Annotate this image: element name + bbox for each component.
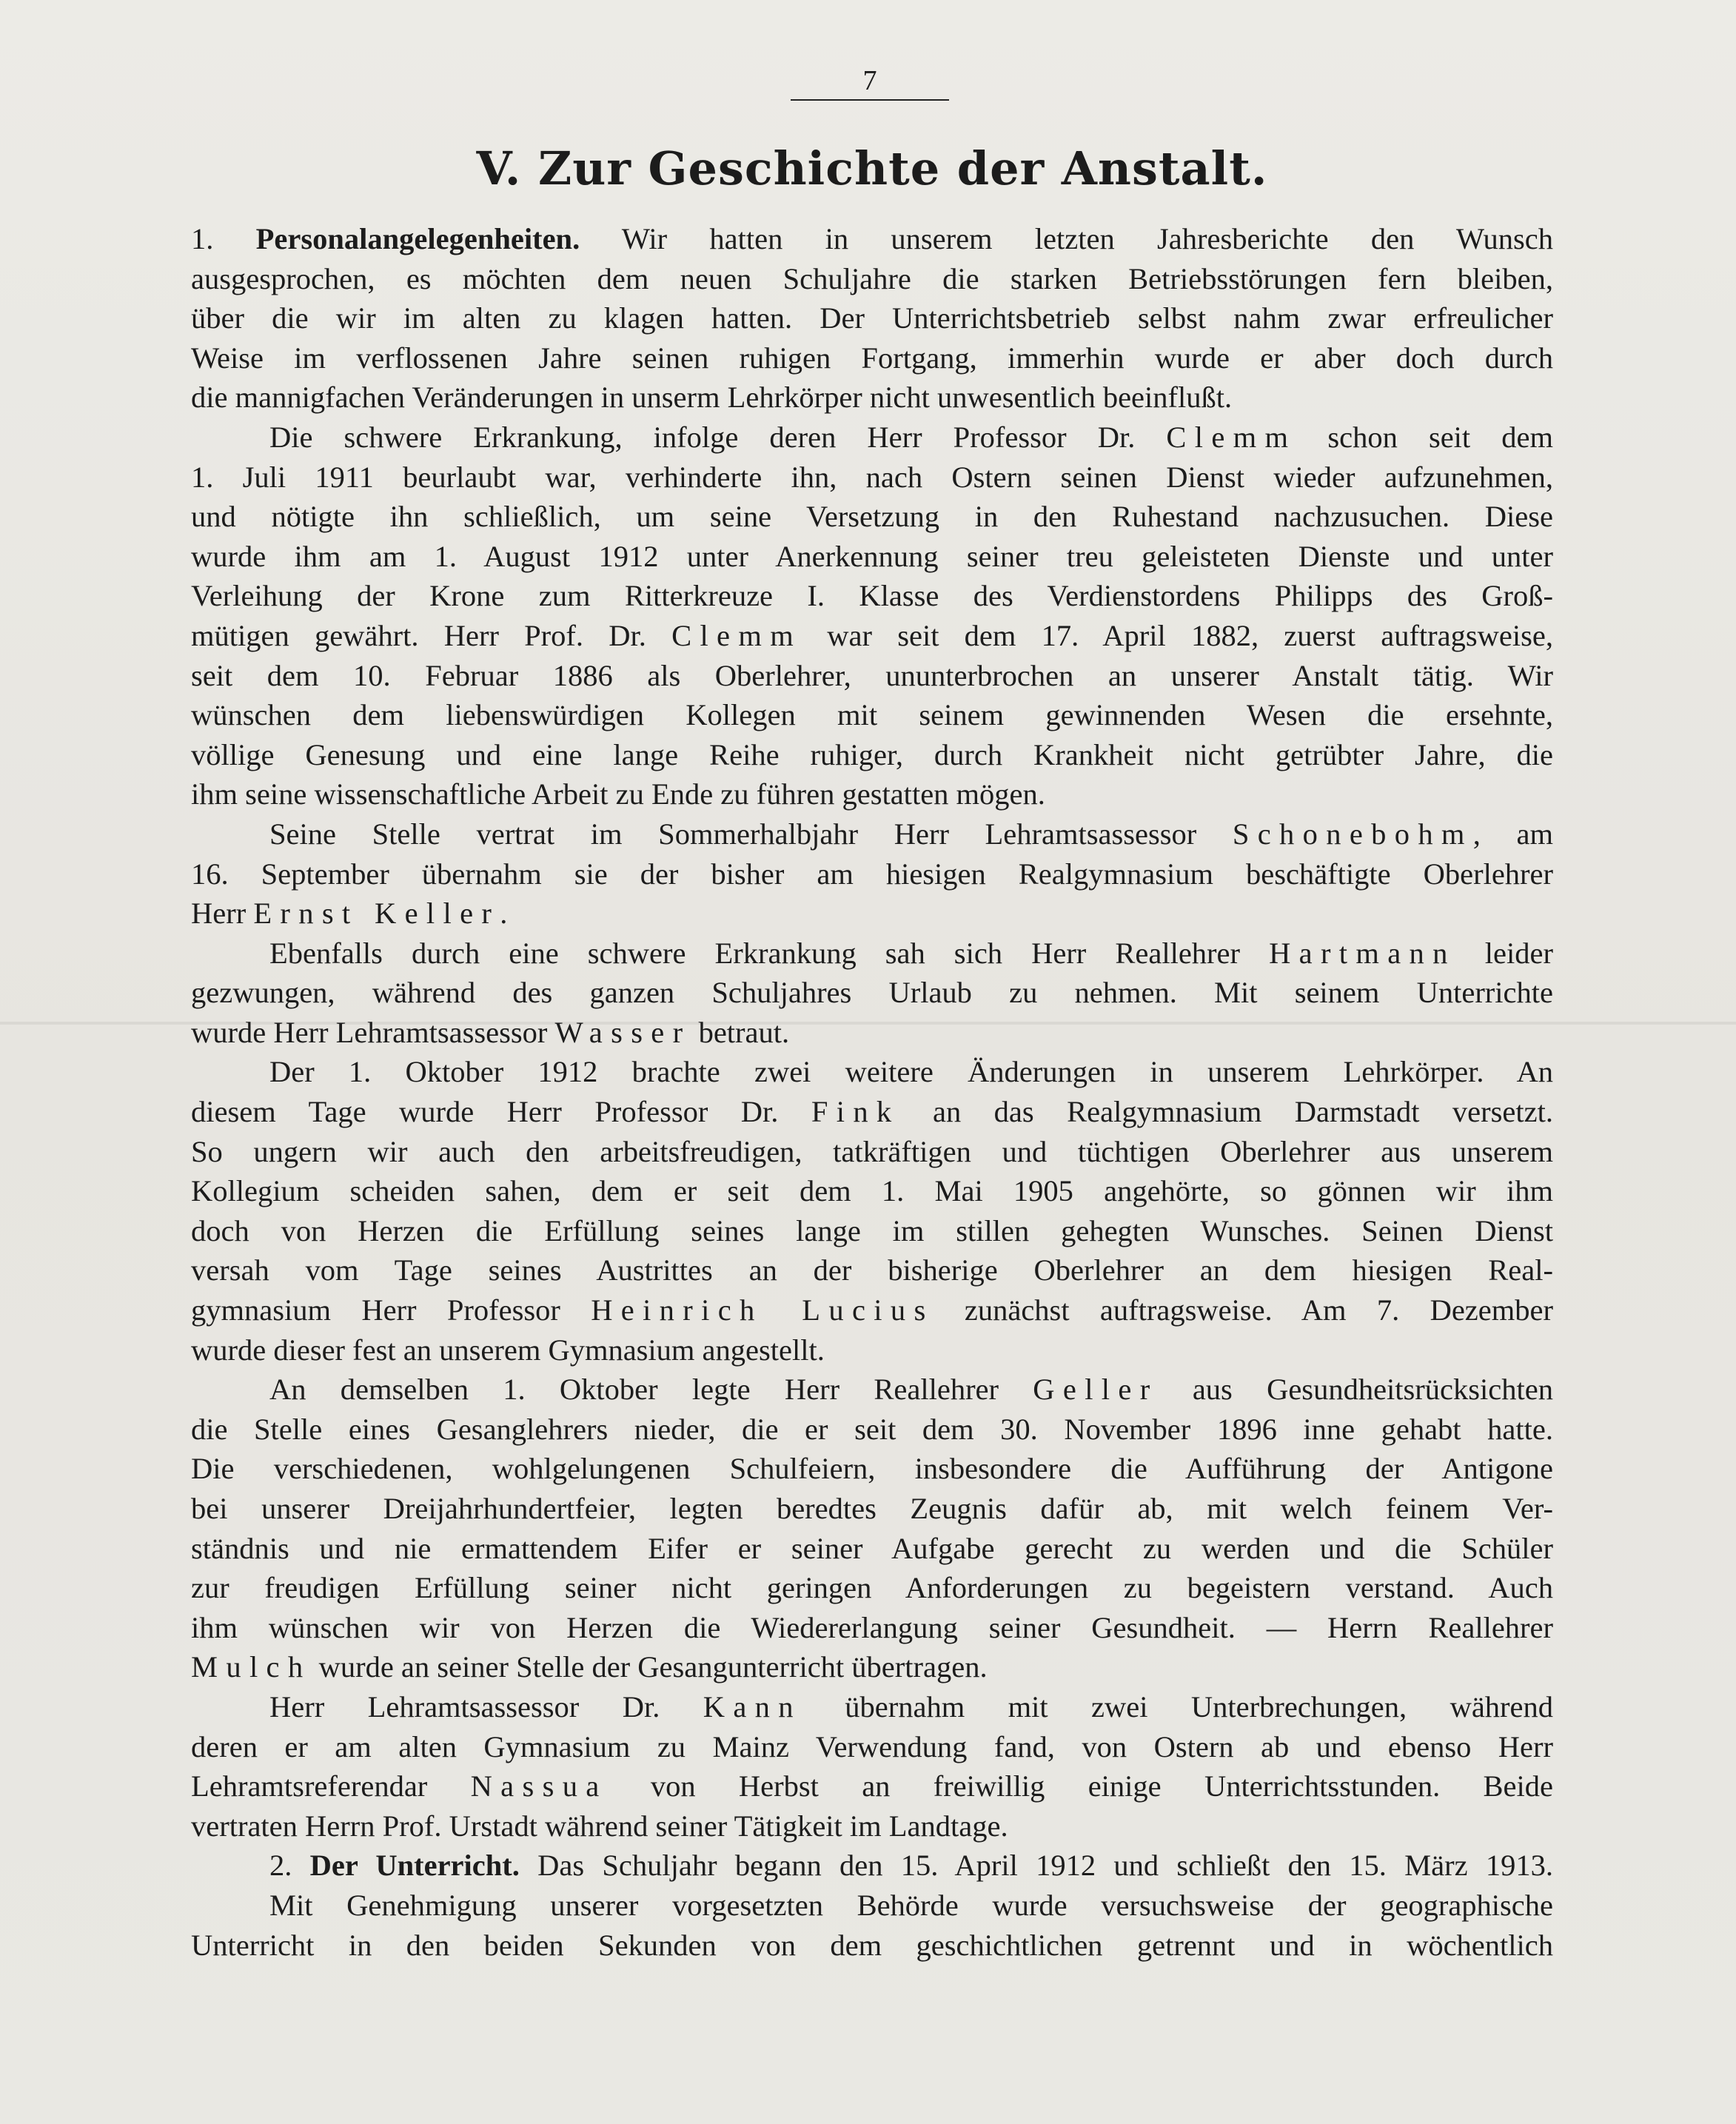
text-line: die Stelle eines Gesanglehrers nieder, die er seit dem 30. November 1896 inne gehabt hatte.: [191, 1412, 1553, 1446]
text-line: gymnasium Herr Professor Heinrich Lucius zunächst auftragsweise. Am 7. Dezember: [191, 1293, 1553, 1327]
text-line: Lehramtsreferendar Nassua von Herbst an freiwillig einige Unterrichtsstunden. Beide: [191, 1769, 1554, 1803]
text-line: völlige Genesung und eine lange Reihe ruhiger, durch Krankheit nicht getrübter Jahre, die: [191, 737, 1553, 771]
text-line: 2. Der Unterricht. Das Schuljahr begann den 15. April 1912 und schließt den 15. März 1913.: [269, 1849, 1553, 1883]
text-line: Herr Lehramtsassessor Dr. Kann übernahm mit zwei Unterbrechungen, während: [269, 1689, 1554, 1723]
text-line: wurde Herr Lehramtsassessor Wasser betraut.: [191, 1015, 790, 1049]
text-line: wurde dieser fest an unserem Gymnasium angestellt.: [191, 1333, 825, 1367]
text-line: Verleihung der Krone zum Ritterkreuze I. Klasse des Verdienstordens Philipps des Groß-: [191, 579, 1553, 613]
section-heading: Personalangelegenheiten.: [255, 222, 580, 255]
text-line: zur freudigen Erfüllung seiner nicht geringen Anforderungen zu begeistern verstand. Auch: [191, 1571, 1553, 1605]
text-line: 1. Juli 1911 beurlaubt war, verhinderte ihn, nach Ostern seinen Dienst wieder aufzunehmen,: [191, 460, 1553, 494]
person-name: Schonebohm: [1232, 817, 1473, 851]
person-name: Mulch: [191, 1650, 312, 1684]
person-name: Geller: [1033, 1373, 1159, 1407]
text-line: So ungern wir auch den arbeitsfreudigen, tatkräftigen und tüchtigen Oberlehrer aus unserem: [191, 1134, 1553, 1168]
text-line: Der 1. Oktober 1912 brachte zwei weitere Änderungen in unserem Lehrkörper. An: [269, 1055, 1553, 1089]
text-line: wurde ihm am 1. August 1912 unter Anerkennung seiner treu geleisteten Dienste und unter: [191, 539, 1553, 573]
body-text: [191, 219, 1553, 1965]
page-number: 7: [862, 65, 877, 96]
text-line: gezwungen, während des ganzen Schuljahres Urlaub zu nehmen. Mit seinem Unterrichte: [191, 976, 1553, 1010]
text-line: Mit Genehmigung unserer vorgesetzten Behörde wurde versuchsweise der geographische: [269, 1888, 1553, 1922]
text-line: ausgesprochen, es möchten dem neuen Schuljahre die starken Betriebsstörungen fern bleiben,: [191, 261, 1553, 295]
person-name: Clemm: [1166, 420, 1297, 454]
section-heading: Der Unterricht.: [309, 1849, 520, 1883]
text-line: deren er am alten Gymnasium zu Mainz Verwendung fand, von Ostern ab und ebenso Herr: [191, 1729, 1553, 1763]
person-name: Kann: [703, 1689, 802, 1723]
person-name: Nassua: [470, 1769, 608, 1803]
text-line: Unterricht in den beiden Sekunden von dem geschichtlichen getrennt und in wöchentlich: [191, 1928, 1553, 1962]
text-line: ihm seine wissenschaftliche Arbeit zu Ende zu führen gestatten mögen.: [191, 777, 1045, 811]
text-line: ständnis und nie ermattendem Eifer er seiner Aufgabe gerecht zu werden und die Schüler: [191, 1531, 1553, 1565]
text-line: Herr Ernst Keller.: [191, 897, 508, 931]
text-line: Die schwere Erkrankung, infolge deren Herr Professor Dr. Clemm schon seit dem: [269, 420, 1553, 454]
person-name: Clemm: [671, 618, 802, 652]
text-line: die mannigfachen Veränderungen in unserm Lehrkörper nicht unwesentlich beeinflußt.: [191, 381, 1233, 415]
text-line: versah vom Tage seines Austrittes an der bisherige Oberlehrer an dem hiesigen Real-: [191, 1253, 1553, 1287]
text-line: diesem Tage wurde Herr Professor Dr. Fink an das Realgymnasium Darmstadt versetzt.: [191, 1095, 1553, 1129]
text-line: Ebenfalls durch eine schwere Erkrankung sah sich Herr Reallehrer Hartmann leider: [269, 936, 1553, 970]
text-line: Die verschiedenen, wohlgelungenen Schulfeiern, insbesondere die Aufführung der Antigone: [191, 1452, 1553, 1486]
text-line: und nötigte ihn schließlich, um seine Versetzung in den Ruhestand nachzusuchen. Diese: [191, 500, 1553, 534]
text-line: doch von Herzen die Erfüllung seines lange im stillen gehegten Wunsches. Seinen Dienst: [191, 1213, 1553, 1247]
person-name: Ernst Keller: [253, 897, 500, 931]
text-line: An demselben 1. Oktober legte Herr Reallehrer Geller aus Gesundheitsrücksichten: [269, 1373, 1553, 1407]
text-line: seit dem 10. Februar 1886 als Oberlehrer, ununterbrochen an unserer Anstalt tätig. Wir: [191, 658, 1553, 692]
page-number-rule: [791, 99, 949, 101]
text-line: Weise im verflossenen Jahre seinen ruhigen Fortgang, immerhin wurde er aber doch durch: [191, 341, 1553, 375]
section-title: V. Zur Geschichte der Anstalt.: [476, 141, 1268, 195]
text-line: wünschen dem liebenswürdigen Kollegen mit seinem gewinnenden Wesen die ersehnte,: [191, 698, 1553, 732]
person-name: Fink: [811, 1095, 900, 1129]
text-line: 1. Personalangelegenheiten. Wir hatten in unserem letzten Jahresberichte den Wunsch: [191, 222, 1553, 255]
text-line: bei unserer Dreijahrhundertfeier, legten beredtes Zeugnis dafür ab, mit welch feinem Ver-: [191, 1492, 1553, 1525]
text-line: Kollegium scheiden sahen, dem er seit dem 1. Mai 1905 angehörte, so gönnen wir ihm: [191, 1174, 1553, 1208]
text-line: über die wir im alten zu klagen hatten. Der Unterrichtsbetrieb selbst nahm zwar erfreulicher: [191, 301, 1553, 335]
person-name: Hartmann: [1269, 936, 1456, 970]
person-name: Heinrich Lucius: [591, 1293, 934, 1327]
text-line: Mulch wurde an seiner Stelle der Gesangunterricht übertragen.: [191, 1650, 988, 1684]
text-line: Seine Stelle vertrat im Sommerhalbjahr Herr Lehramtsassessor Schonebohm, am: [269, 817, 1553, 851]
text-line: mütigen gewährt. Herr Prof. Dr. Clemm war seit dem 17. April 1882, zuerst auftragsweise,: [191, 618, 1553, 652]
text-line: 16. September übernahm sie der bisher am hiesigen Realgymnasium beschäftigte Oberlehrer: [191, 857, 1553, 891]
text-line: ihm wünschen wir von Herzen die Wiedererlangung seiner Gesundheit. — Herrn Reallehrer: [191, 1610, 1553, 1644]
text-line: vertraten Herrn Prof. Urstadt während seiner Tätigkeit im Landtage.: [191, 1809, 1008, 1843]
person-name: Wasser: [554, 1015, 691, 1049]
